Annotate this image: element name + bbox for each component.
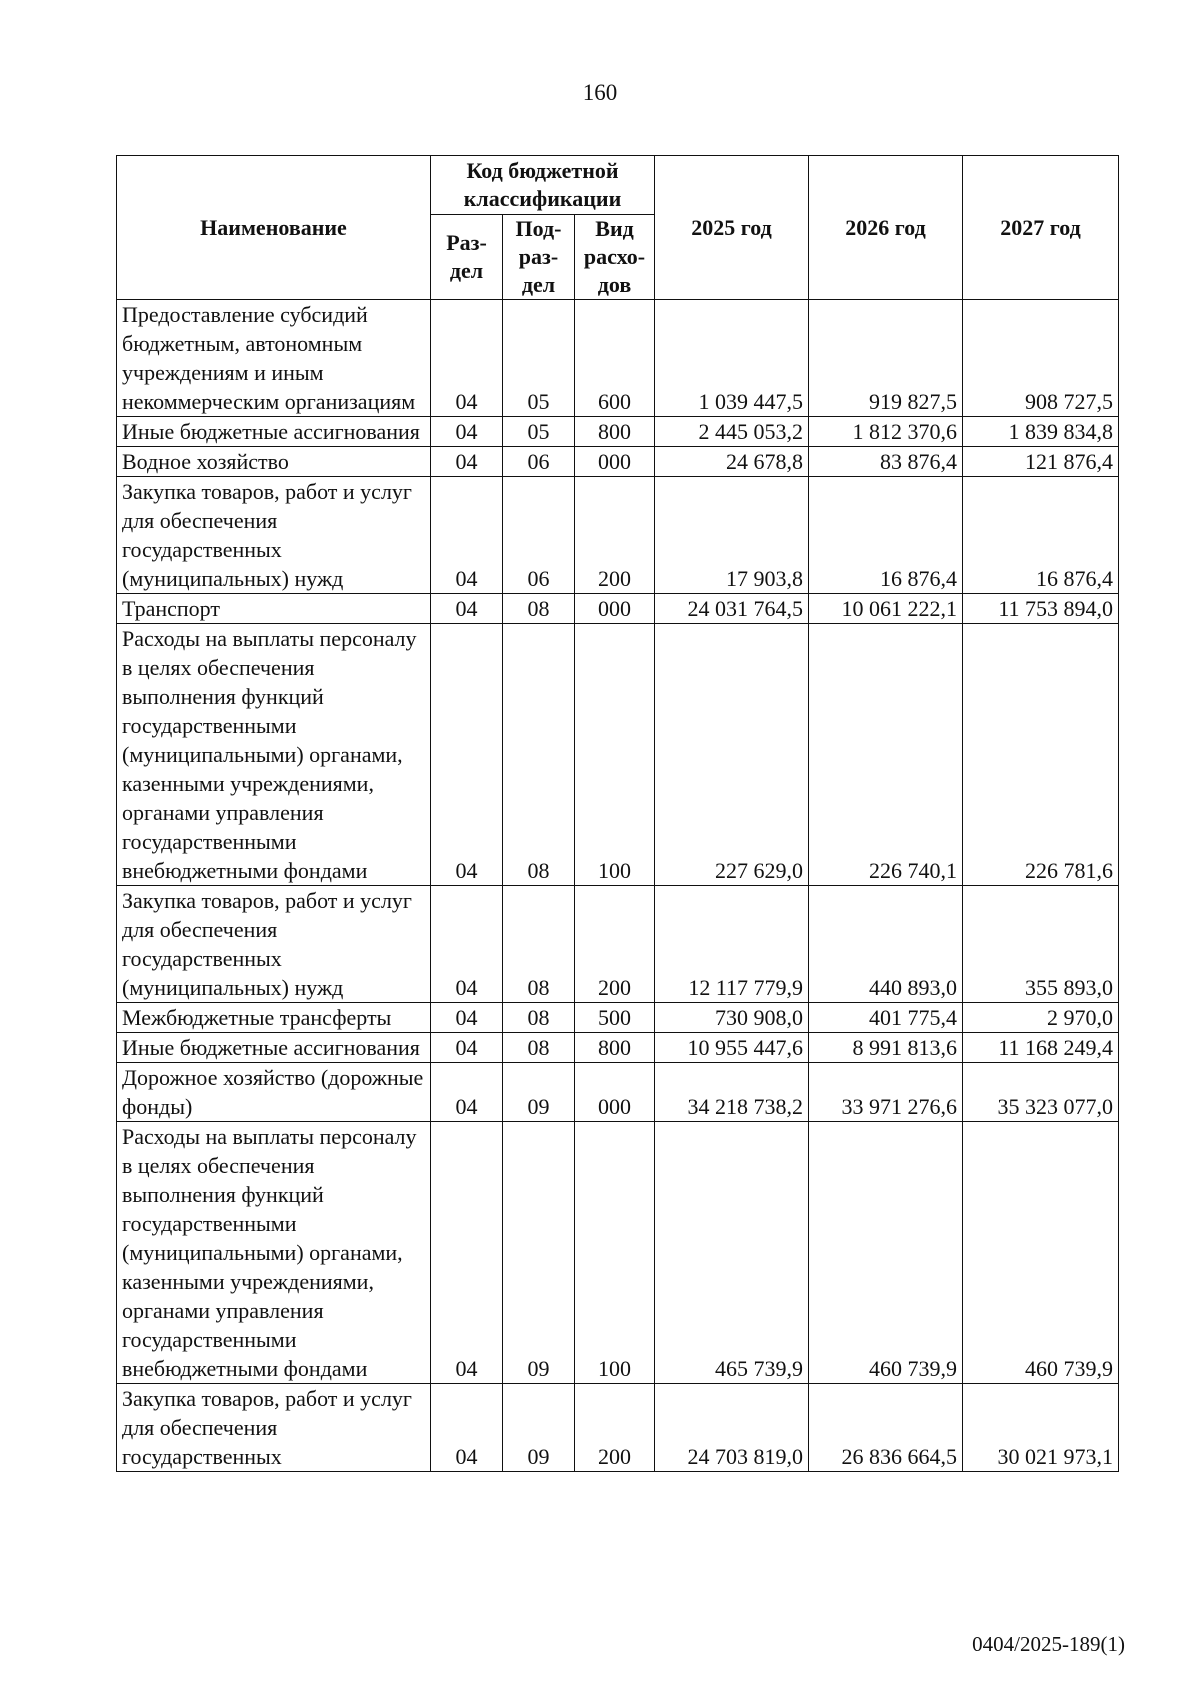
header-row-top <box>117 156 1119 215</box>
row-name: Водное хозяйство <box>117 447 431 477</box>
row-razdel: 04 <box>431 447 503 477</box>
row-podrazdel: 09 <box>503 1063 575 1122</box>
row-vid: 600 <box>575 300 655 417</box>
document-code: 0404/2025-189(1) <box>972 1632 1125 1656</box>
table-row <box>117 886 1119 1003</box>
row-vid: 100 <box>575 624 655 886</box>
budget-table <box>116 155 1119 1472</box>
row-vid: 000 <box>575 594 655 624</box>
row-podrazdel: 05 <box>503 300 575 417</box>
row-amount-2027: 121 876,4 <box>963 447 1119 477</box>
table-row <box>117 1033 1119 1063</box>
row-podrazdel: 08 <box>503 1003 575 1033</box>
row-amount-2027: 1 839 834,8 <box>963 417 1119 447</box>
row-razdel: 04 <box>431 1063 503 1122</box>
row-amount-2025: 465 739,9 <box>655 1122 809 1384</box>
row-amount-2026: 226 740,1 <box>809 624 963 886</box>
row-razdel: 04 <box>431 886 503 1003</box>
row-amount-2027: 16 876,4 <box>963 477 1119 594</box>
table-row <box>117 594 1119 624</box>
row-vid: 000 <box>575 1063 655 1122</box>
row-amount-2027: 35 323 077,0 <box>963 1063 1119 1122</box>
row-razdel: 04 <box>431 300 503 417</box>
row-vid: 800 <box>575 1033 655 1063</box>
header-2025: 2025 год <box>655 156 809 300</box>
row-amount-2027: 30 021 973,1 <box>963 1384 1119 1472</box>
header-razdel: Раз- дел <box>431 215 503 300</box>
row-amount-2025: 24 678,8 <box>655 447 809 477</box>
header-code-group: Код бюджетной классификации <box>431 156 655 215</box>
row-name: Дорожное хозяйство (дорожные фонды) <box>117 1063 431 1122</box>
row-amount-2025: 2 445 053,2 <box>655 417 809 447</box>
row-amount-2025: 24 031 764,5 <box>655 594 809 624</box>
row-amount-2026: 16 876,4 <box>809 477 963 594</box>
row-amount-2025: 12 117 779,9 <box>655 886 809 1003</box>
header-name: Наименование <box>117 156 431 300</box>
row-vid: 500 <box>575 1003 655 1033</box>
row-podrazdel: 08 <box>503 624 575 886</box>
row-razdel: 04 <box>431 477 503 594</box>
row-name: Предоставление субсидий бюджетным, автономным учреждениям и иным некоммерческим организациям <box>117 300 431 417</box>
header-2026: 2026 год <box>809 156 963 300</box>
row-amount-2025: 1 039 447,5 <box>655 300 809 417</box>
budget-table-body <box>117 300 1119 1472</box>
table-row <box>117 417 1119 447</box>
page-number: 160 <box>582 80 618 105</box>
row-amount-2027: 2 970,0 <box>963 1003 1119 1033</box>
row-amount-2025: 227 629,0 <box>655 624 809 886</box>
row-amount-2027: 355 893,0 <box>963 886 1119 1003</box>
row-name: Закупка товаров, работ и услуг для обеспечения государственных (муниципальных) нужд <box>117 886 431 1003</box>
row-amount-2026: 440 893,0 <box>809 886 963 1003</box>
row-vid: 200 <box>575 477 655 594</box>
row-vid: 200 <box>575 1384 655 1472</box>
table-row <box>117 300 1119 417</box>
row-amount-2027: 226 781,6 <box>963 624 1119 886</box>
row-name: Транспорт <box>117 594 431 624</box>
row-amount-2026: 26 836 664,5 <box>809 1384 963 1472</box>
row-vid: 800 <box>575 417 655 447</box>
row-vid: 100 <box>575 1122 655 1384</box>
row-name: Межбюджетные трансферты <box>117 1003 431 1033</box>
row-name: Расходы на выплаты персоналу в целях обеспечения выполнения функций государственными (муниципальными) органами, казенными учреждениями, органами управления государственными внебюджетными фондами <box>117 1122 431 1384</box>
row-amount-2025: 10 955 447,6 <box>655 1033 809 1063</box>
table-row <box>117 1122 1119 1384</box>
table-row <box>117 624 1119 886</box>
row-podrazdel: 08 <box>503 886 575 1003</box>
row-podrazdel: 06 <box>503 477 575 594</box>
row-amount-2027: 908 727,5 <box>963 300 1119 417</box>
row-amount-2026: 1 812 370,6 <box>809 417 963 447</box>
row-amount-2027: 460 739,9 <box>963 1122 1119 1384</box>
row-vid: 200 <box>575 886 655 1003</box>
row-amount-2026: 919 827,5 <box>809 300 963 417</box>
table-row <box>117 477 1119 594</box>
header-podrazdel: Под- раз- дел <box>503 215 575 300</box>
row-podrazdel: 05 <box>503 417 575 447</box>
row-amount-2026: 460 739,9 <box>809 1122 963 1384</box>
table-row <box>117 1384 1119 1472</box>
row-amount-2027: 11 753 894,0 <box>963 594 1119 624</box>
row-podrazdel: 08 <box>503 594 575 624</box>
row-amount-2027: 11 168 249,4 <box>963 1033 1119 1063</box>
row-amount-2025: 34 218 738,2 <box>655 1063 809 1122</box>
header-2027: 2027 год <box>963 156 1119 300</box>
row-podrazdel: 09 <box>503 1384 575 1472</box>
row-amount-2025: 730 908,0 <box>655 1003 809 1033</box>
row-podrazdel: 06 <box>503 447 575 477</box>
row-amount-2026: 83 876,4 <box>809 447 963 477</box>
row-amount-2026: 10 061 222,1 <box>809 594 963 624</box>
row-name: Иные бюджетные ассигнования <box>117 417 431 447</box>
row-razdel: 04 <box>431 594 503 624</box>
row-name: Расходы на выплаты персоналу в целях обеспечения выполнения функций государственными (муниципальными) органами, казенными учреждениями, органами управления государственными внебюджетными фондами <box>117 624 431 886</box>
row-razdel: 04 <box>431 1384 503 1472</box>
row-vid: 000 <box>575 447 655 477</box>
table-row <box>117 1063 1119 1122</box>
row-amount-2025: 24 703 819,0 <box>655 1384 809 1472</box>
table-row <box>117 447 1119 477</box>
header-vid: Вид расхо- дов <box>575 215 655 300</box>
row-name: Закупка товаров, работ и услуг для обеспечения государственных (муниципальных) нужд <box>117 477 431 594</box>
row-name: Закупка товаров, работ и услуг для обеспечения государственных <box>117 1384 431 1472</box>
row-razdel: 04 <box>431 624 503 886</box>
row-razdel: 04 <box>431 1122 503 1384</box>
row-razdel: 04 <box>431 1033 503 1063</box>
row-podrazdel: 08 <box>503 1033 575 1063</box>
row-amount-2026: 8 991 813,6 <box>809 1033 963 1063</box>
row-razdel: 04 <box>431 417 503 447</box>
row-amount-2025: 17 903,8 <box>655 477 809 594</box>
table-row <box>117 1003 1119 1033</box>
row-name: Иные бюджетные ассигнования <box>117 1033 431 1063</box>
row-amount-2026: 33 971 276,6 <box>809 1063 963 1122</box>
row-podrazdel: 09 <box>503 1122 575 1384</box>
row-amount-2026: 401 775,4 <box>809 1003 963 1033</box>
row-razdel: 04 <box>431 1003 503 1033</box>
